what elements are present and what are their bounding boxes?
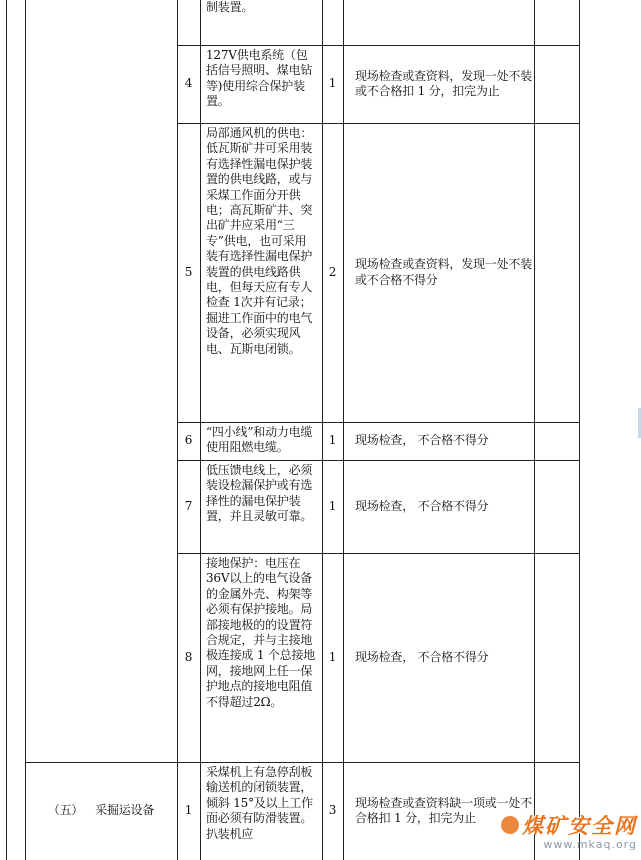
table-border-left: [6, 0, 7, 860]
watermark-title: 煤矿安全网: [522, 814, 637, 838]
item-text: 低压馈电线上，必须装设检漏保护或有选择性的漏电保护装置，并且灵敏可靠。: [206, 463, 313, 524]
scoring-standard: 现场检查或查资料，发现一处不装或不合格不得分: [355, 257, 533, 287]
item-number: 8: [184, 649, 193, 664]
table-border-right: [579, 0, 580, 860]
item-score: 1: [328, 649, 337, 664]
watermark-url: www.mkaq.org: [543, 838, 637, 851]
item-score: 1: [328, 433, 337, 448]
item-score: 1: [328, 76, 337, 91]
item-number: 5: [184, 264, 193, 279]
item-number: 4: [184, 76, 193, 91]
scoring-standard: 现场检查或查资料，发现一处不装或不合格扣 1 分，扣完为止: [355, 68, 533, 98]
scoring-standard: 现场检查或查资料缺一项或一处不合格扣 1 分，扣完为止: [355, 795, 533, 825]
category-name: 采掘运设备: [95, 803, 155, 818]
item-text: 127V供电系统（包括信号照明、煤电钻等)使用综合保护装置。: [206, 48, 313, 109]
scoring-standard: 现场检查， 不合格不得分: [355, 498, 489, 513]
item-score: 3: [328, 803, 337, 818]
item-number: 1: [184, 803, 193, 818]
scoring-standard: 现场检查， 不合格不得分: [355, 433, 489, 448]
table-border: [534, 0, 535, 860]
category-cell: [25, 762, 177, 860]
item-score: 2: [328, 264, 337, 279]
table-border: [25, 0, 26, 860]
category-code: （五）: [47, 803, 84, 818]
item-score: 1: [328, 498, 337, 513]
item-text: 局部通风机的供电：低瓦斯矿井可采用装有选择性漏电保护装置的供电线路，或与采煤工作面分开供电；高瓦斯矿井、突出矿井应采用“三专”供电，也可采用装有选择性漏电保护装置的供电线路供电，但每天应有专人检查 1次并有记录； 掘进工作面中的电气设备，必须实现风电、瓦斯电闭锁。: [206, 126, 313, 356]
item-text: 采煤机上有急停刮板输送机的闭锁装置，倾斜 15°及以上工作面必须有防滑装置。扒装机应: [206, 765, 313, 841]
scoring-standard: 现场检查， 不合格不得分: [355, 649, 489, 664]
item-number: 7: [184, 498, 193, 513]
item-text: 接地保护：电压在36V以上的电气设备的金属外壳、构架等必须有保护接地。局部接地极的的设置符合规定，并与主接地极连接成 1 个总接地网，接地网上任一保护地点的接地电阻值不得超过2Ω。: [206, 556, 316, 709]
item-text: 制装置。: [206, 0, 254, 14]
item-number: 6: [184, 433, 193, 448]
item-text: “四小线”和动力电缆使用阻燃电缆。: [206, 425, 313, 455]
